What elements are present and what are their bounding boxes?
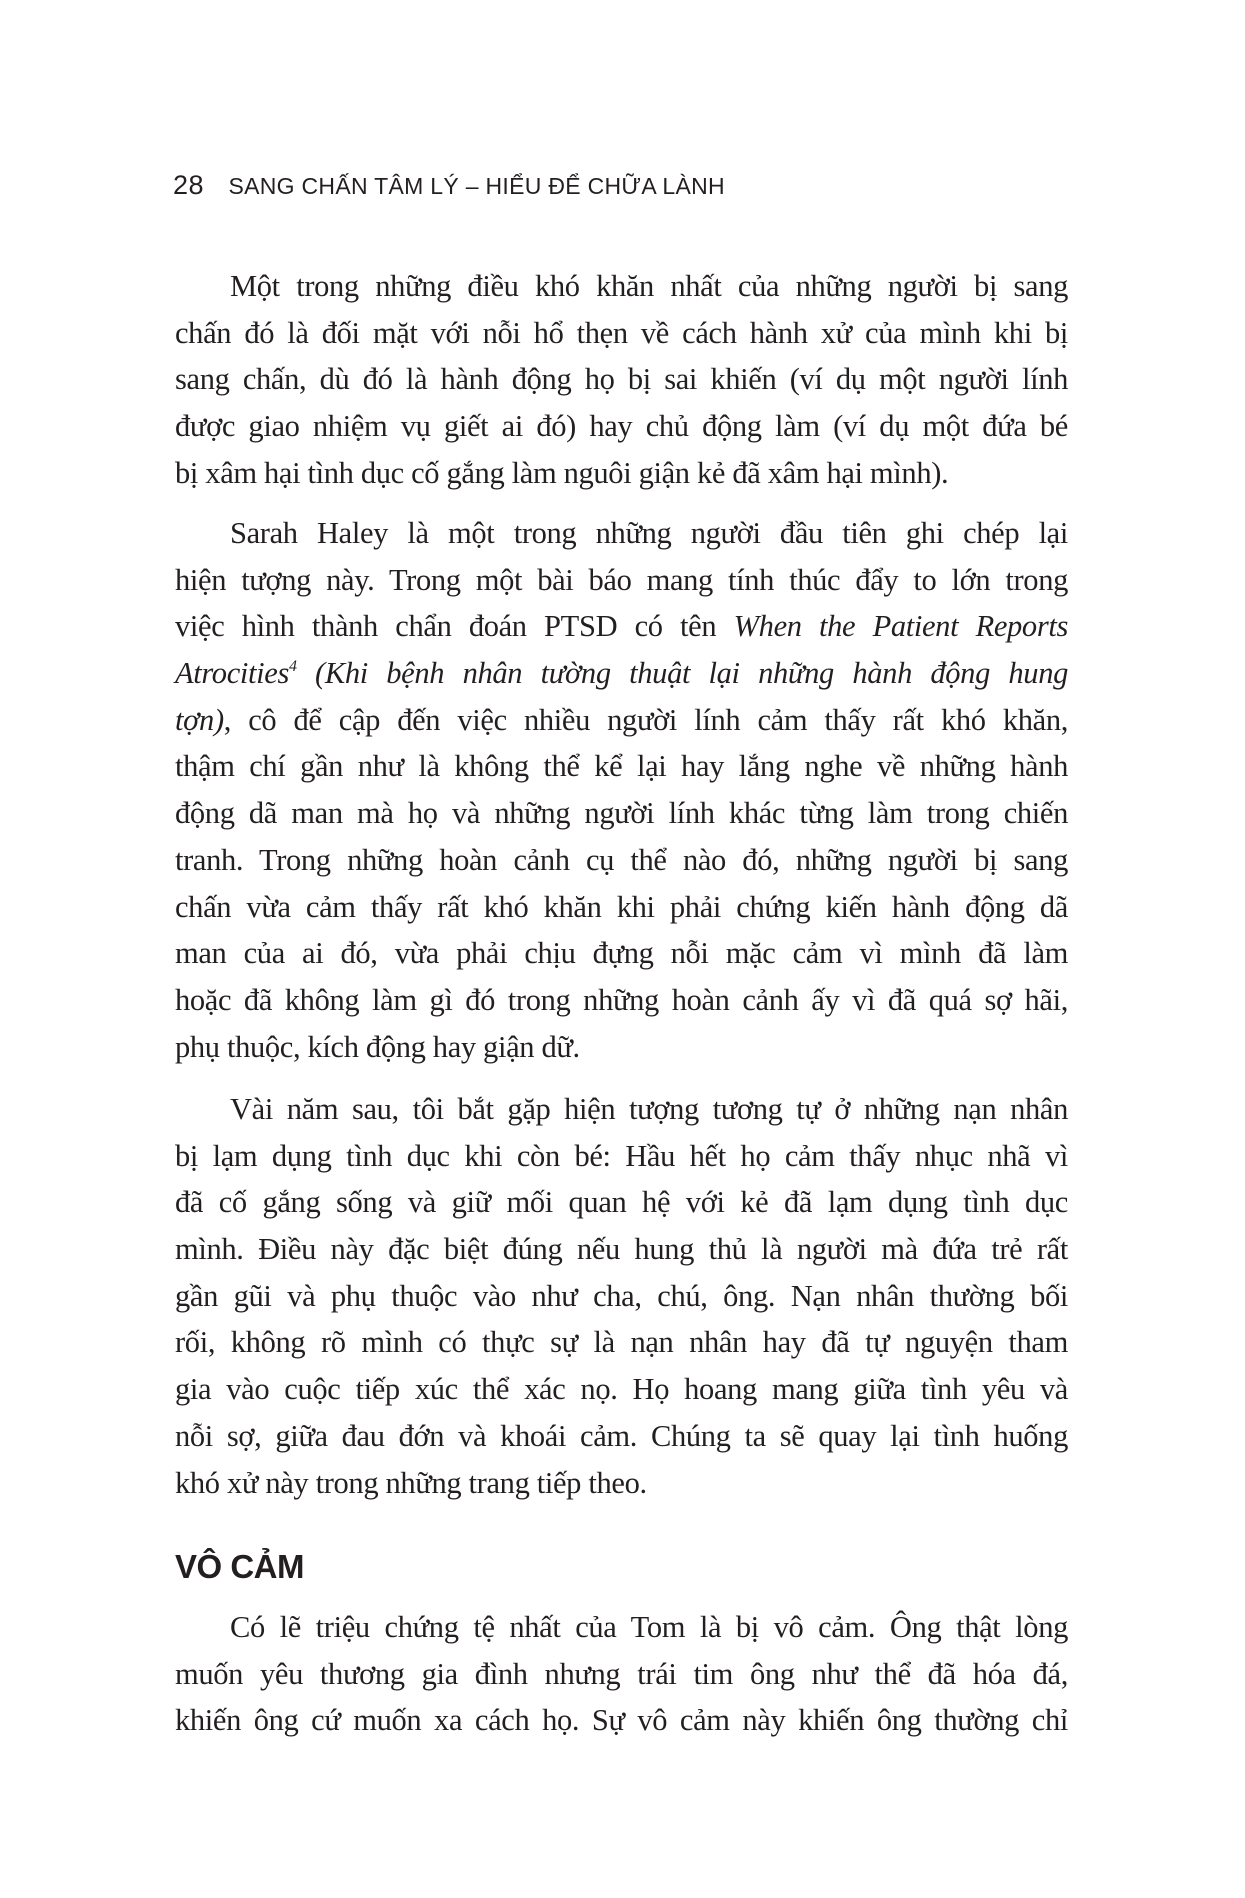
- footnote-reference: 4: [288, 658, 297, 676]
- text-line: tranh. Trong những hoàn cảnh cụ thể nào đó, những người bị sang: [175, 842, 1068, 877]
- text-line: mình. Điều này đặc biệt đúng nếu hung thủ là người mà đứa trẻ rất: [175, 1232, 1068, 1267]
- book-title: SANG CHẤN TÂM LÝ – HIỂU ĐỂ CHỮA LÀNH: [228, 173, 725, 199]
- running-head: [173, 168, 725, 202]
- text-line: Vài năm sau, tôi bắt gặp hiện tượng tương tự ở những nạn nhân: [230, 1092, 1068, 1126]
- text-line: hiện tượng này. Trong một bài báo mang tính thúc đẩy to lớn trong: [175, 562, 1068, 597]
- text-line: phụ thuộc, kích động hay giận dữ.: [175, 1029, 580, 1064]
- text-line: đã cố gắng sống và giữ mối quan hệ với kẻ đã lạm dụng tình dục: [175, 1185, 1068, 1220]
- text-line: [175, 603, 1068, 650]
- text-line: sang chấn, dù đó là hành động họ bị sai khiến (ví dụ một người lính: [175, 362, 1068, 397]
- text-line: [175, 650, 1068, 697]
- text-line: bị lạm dụng tình dục khi còn bé: Hầu hết họ cảm thấy nhục nhã vì: [175, 1138, 1068, 1173]
- text-line: bị xâm hại tình dục cố gắng làm nguôi giận kẻ đã xâm hại mình).: [175, 455, 949, 490]
- text-line: Một trong những điều khó khăn nhất của những người bị sang: [230, 269, 1068, 303]
- text-line: khiến ông cứ muốn xa cách họ. Sự vô cảm này khiến ông thường chỉ: [175, 1703, 1068, 1738]
- text-line: động dã man mà họ và những người lính khác từng làm trong chiến: [175, 796, 1068, 831]
- text-line: thậm chí gần như là không thể kể lại hay lắng nghe về những hành: [175, 749, 1068, 784]
- text-line: Có lẽ triệu chứng tệ nhất của Tom là bị vô cảm. Ông thật lòng: [230, 1610, 1068, 1644]
- text-line: chấn vừa cảm thấy rất khó khăn khi phải chứng kiến hành động dã: [175, 889, 1068, 924]
- paragraph-4: [175, 1604, 1068, 1744]
- paragraph-2: [175, 510, 1068, 1070]
- text-run: , cô để cập đến việc nhiều người lính cảm thấy rất khó khăn,: [223, 702, 1068, 737]
- text-line: chấn đó là đối mặt với nỗi hổ thẹn về cách hành xử của mình khi bị: [175, 315, 1068, 350]
- paragraph-3: [175, 1086, 1068, 1506]
- translated-title-italic: tợn): [175, 702, 224, 737]
- text-line: muốn yêu thương gia đình nhưng trái tim ông như thể đã hóa đá,: [175, 1656, 1068, 1691]
- text-line: nỗi sợ, giữa đau đớn và khoái cảm. Chúng ta sẽ quay lại tình huống: [175, 1418, 1068, 1453]
- article-title-italic: When the Patient Reports: [733, 609, 1068, 644]
- text-line: [175, 697, 1068, 744]
- text-line: rối, không rõ mình có thực sự là nạn nhân hay đã tự nguyện tham: [175, 1325, 1068, 1360]
- text-line: man của ai đó, vừa phải chịu đựng nỗi mặc cảm vì mình đã làm: [175, 936, 1068, 971]
- text-line: Sarah Haley là một trong những người đầu tiên ghi chép lại: [230, 516, 1068, 550]
- page-number: 28: [173, 170, 205, 200]
- text-line: gần gũi và phụ thuộc vào như cha, chú, ông. Nạn nhân thường bối: [175, 1278, 1068, 1313]
- paragraph-1: [175, 263, 1068, 496]
- article-title-italic: Atrocities: [175, 656, 289, 691]
- text-run: việc hình thành chẩn đoán PTSD có tên: [175, 609, 734, 644]
- text-line: gia vào cuộc tiếp xúc thể xác nọ. Họ hoang mang giữa tình yêu và: [175, 1372, 1068, 1407]
- text-line: được giao nhiệm vụ giết ai đó) hay chủ động làm (ví dụ một đứa bé: [175, 409, 1068, 444]
- text-line: hoặc đã không làm gì đó trong những hoàn cảnh ấy vì đã quá sợ hãi,: [175, 982, 1068, 1017]
- text-line: khó xử này trong những trang tiếp theo.: [175, 1465, 647, 1500]
- translated-title-italic: (Khi bệnh nhân tường thuật lại những hành động hung: [296, 656, 1068, 691]
- section-heading: VÔ CẢM: [175, 1548, 304, 1585]
